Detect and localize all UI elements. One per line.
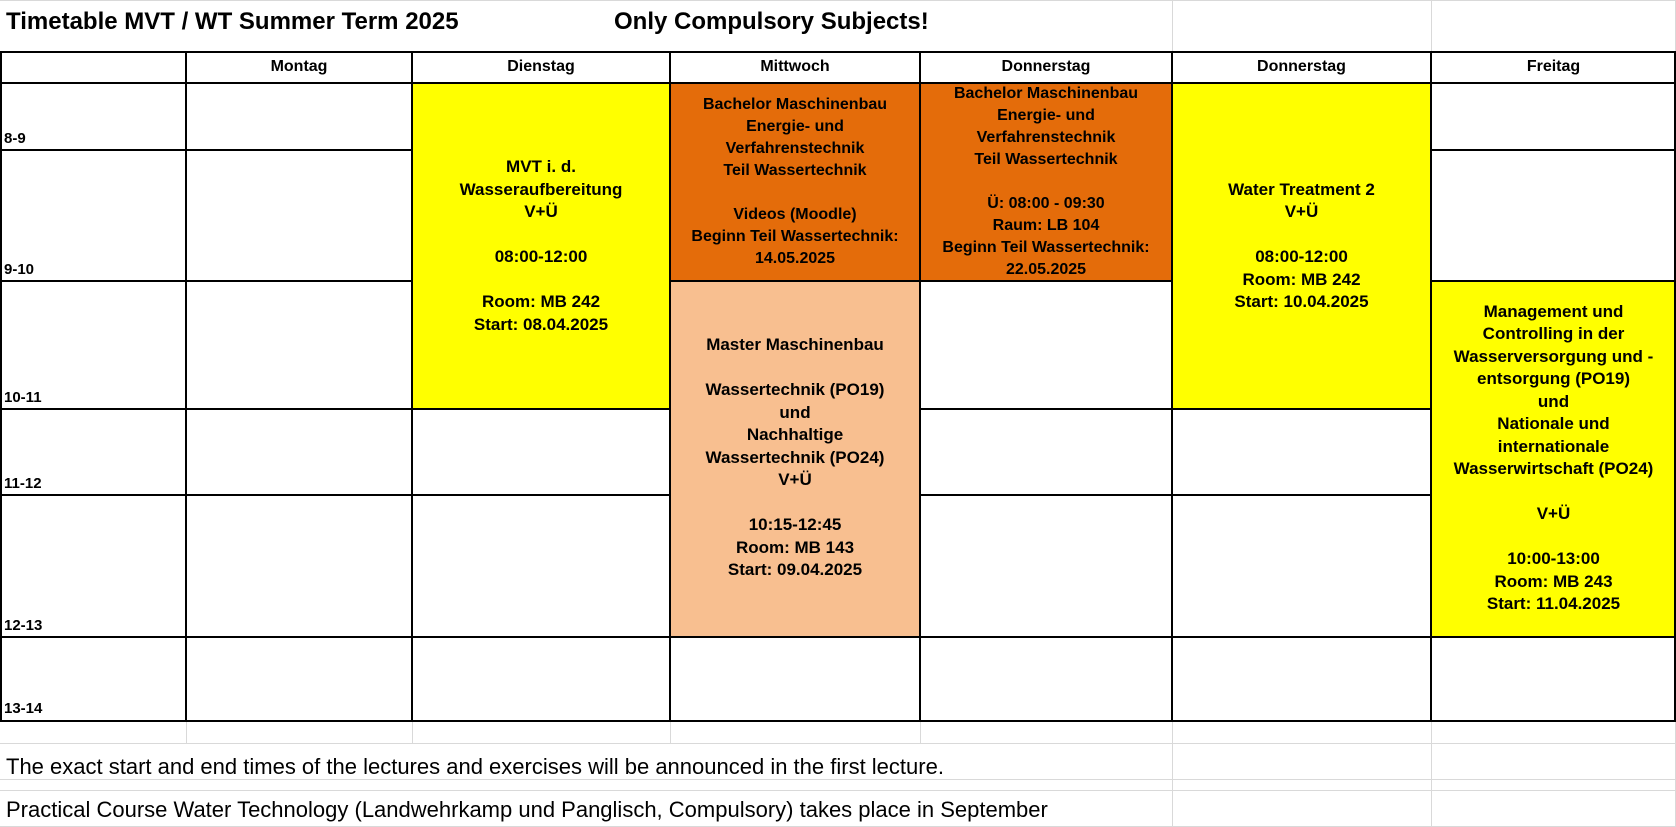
table-border xyxy=(1430,51,1432,721)
block-line: Bachelor Maschinenbau xyxy=(702,96,888,113)
table-border xyxy=(1431,149,1676,151)
time-slot-10-11: 10-11 xyxy=(4,389,42,406)
table-border xyxy=(1431,280,1676,282)
block-line: Energie- und xyxy=(746,118,844,135)
block-line: Teil Wassertechnik xyxy=(723,162,867,179)
header-day-dienstag: Dienstag xyxy=(507,58,575,75)
block-line: entsorgung (PO19) xyxy=(1476,369,1630,388)
block-line: V+Ü xyxy=(1284,202,1319,221)
header-day-freitag: Freitag xyxy=(1526,58,1581,75)
block-line: 10:15-12:45 xyxy=(748,515,842,535)
block-line: Start: 10.04.2025 xyxy=(1234,292,1369,311)
header-day-mittwoch: Mittwoch xyxy=(760,58,830,75)
time-slot-12-13: 12-13 xyxy=(4,617,43,634)
header-day-montag: Montag xyxy=(270,58,328,75)
table-border xyxy=(185,51,187,721)
block-line: MVT i. d. xyxy=(506,157,576,176)
block-line: Start: 09.04.2025 xyxy=(727,560,863,580)
block-line: 08:00-12:00 xyxy=(1255,247,1348,266)
block-line: V+Ü xyxy=(1536,504,1571,523)
block-thursday-bachelor[interactable] xyxy=(920,84,1172,280)
block-line: Room: MB 242 xyxy=(1242,269,1361,289)
block-tuesday-mvt[interactable] xyxy=(412,84,670,408)
block-line: und xyxy=(1537,391,1570,411)
table-border xyxy=(919,51,921,721)
block-line: Wassertechnik (PO19) xyxy=(705,380,885,400)
time-slot-9-10: 9-10 xyxy=(4,261,35,278)
block-line: Start: 08.04.2025 xyxy=(473,314,609,334)
table-border xyxy=(0,51,2,721)
time-slot-8-9: 8-9 xyxy=(4,130,26,147)
sheet-gridline xyxy=(412,722,413,744)
table-border xyxy=(0,280,412,282)
time-slot-11-12: 11-12 xyxy=(4,475,42,492)
block-line: Wassertechnik (PO24) xyxy=(705,447,885,467)
block-wednesday-master[interactable] xyxy=(670,280,920,636)
sheet-gridline xyxy=(0,0,1676,1)
block-line: Master Maschinenbau xyxy=(706,335,884,355)
block-thursday-water[interactable] xyxy=(1172,84,1431,408)
block-line: Start: 11.04.2025 xyxy=(1486,594,1621,613)
block-line: Nationale und xyxy=(1497,414,1610,433)
block-line: Beginn Teil Wassertechnik: xyxy=(942,239,1150,256)
block-line: internationale xyxy=(1497,436,1610,456)
block-line: Room: MB 242 xyxy=(481,292,601,311)
page-subtitle: Only Compulsory Subjects! xyxy=(614,8,929,35)
table-border xyxy=(0,636,1676,638)
block-line: Bachelor Maschinenbau xyxy=(953,85,1139,102)
table-border xyxy=(0,82,1676,84)
table-border xyxy=(411,51,413,721)
block-line: Management und xyxy=(1483,301,1624,321)
block-line: Raum: LB 104 xyxy=(992,217,1100,234)
block-line: Teil Wassertechnik xyxy=(974,151,1118,168)
table-border xyxy=(670,280,1172,282)
block-line: Beginn Teil Wassertechnik: xyxy=(691,228,899,245)
sheet-gridline xyxy=(0,790,1676,791)
block-line: Wasserversorgung und - xyxy=(1453,346,1654,366)
block-line: Wasseraufbereitung xyxy=(459,179,623,199)
block-line: Energie- und xyxy=(997,107,1095,124)
block-line: 22.05.2025 xyxy=(1005,261,1087,278)
block-line: Videos (Moodle) xyxy=(733,206,857,223)
block-line: Ü: 08:00 - 09:30 xyxy=(987,195,1105,212)
table-border xyxy=(0,720,1676,722)
table-border xyxy=(920,408,1431,410)
table-border xyxy=(669,51,671,721)
block-line: V+Ü xyxy=(524,202,558,221)
block-line: Verfahrenstechnik xyxy=(976,129,1116,146)
sheet-gridline xyxy=(920,722,921,744)
header-day-donnerstag-2: Donnerstag xyxy=(1257,58,1346,75)
sheet-gridline xyxy=(186,722,187,744)
block-line: Room: MB 143 xyxy=(735,537,855,557)
block-line: V+Ü xyxy=(778,470,812,490)
block-wednesday-bachelor[interactable] xyxy=(670,84,920,280)
table-border xyxy=(0,494,670,496)
block-line: und xyxy=(779,402,811,422)
sheet-gridline xyxy=(0,743,1676,744)
page-title: Timetable MVT / WT Summer Term 2025 xyxy=(6,8,459,35)
block-line: Controlling in der xyxy=(1482,324,1625,343)
block-friday-management[interactable] xyxy=(1431,280,1676,636)
table-border xyxy=(920,494,1431,496)
time-slot-13-14: 13-14 xyxy=(4,700,43,717)
block-line: Nachhaltige xyxy=(746,425,844,445)
table-border xyxy=(0,149,412,151)
block-line: Wasserwirtschaft (PO24) xyxy=(1453,459,1654,478)
note-practical-course: Practical Course Water Technology (Landwehrkamp und Panglisch, Compulsory) takes place in September xyxy=(6,797,1048,822)
block-line: 08:00-12:00 xyxy=(494,247,588,266)
header-day-donnerstag: Donnerstag xyxy=(1001,58,1091,75)
block-line: 10:00-13:00 xyxy=(1507,549,1600,568)
note-times-announcement: The exact start and end times of the lectures and exercises will be announced in the first lecture. xyxy=(6,754,944,779)
block-line: 14.05.2025 xyxy=(754,250,836,267)
block-line: Room: MB 243 xyxy=(1494,571,1613,591)
block-line: Water Treatment 2 xyxy=(1228,179,1375,199)
sheet-gridline xyxy=(670,722,671,744)
table-border xyxy=(0,408,670,410)
block-line: Verfahrenstechnik xyxy=(725,140,865,157)
table-border xyxy=(1171,51,1173,721)
